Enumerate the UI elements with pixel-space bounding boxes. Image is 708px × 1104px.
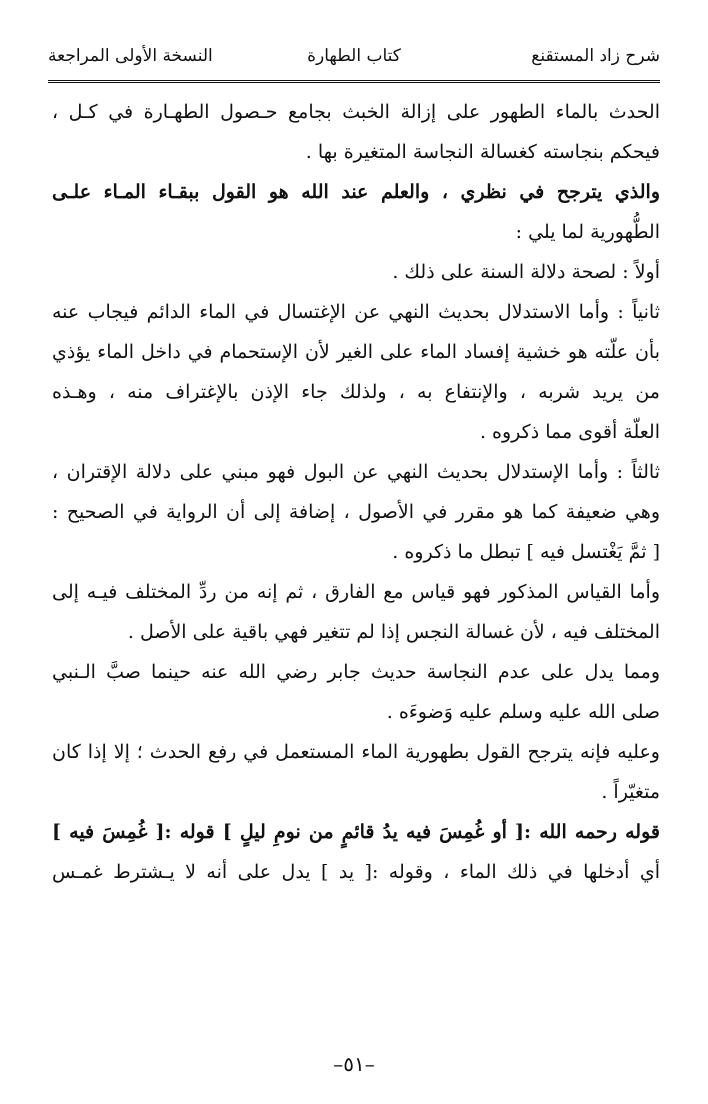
text-line: وعليه فإنه يترجح القول بطهورية الماء المستعمل في رفع الحدث ؛ إلا إذا كان (52, 741, 660, 763)
text-line: العلّة أقوى مما ذكروه . (479, 421, 660, 443)
text-line: [ ثمَّ يَغْتسل فيه ] تبطل ما ذكروه . (392, 541, 660, 563)
text-line: أي أدخلها في ذلك الماء ، وقوله :[ يد ] يدل على أنه لا يـشترط غمـس (52, 861, 660, 883)
text-line: قوله رحمه الله :[ أو غُمِسَ فيه يدُ قائمٍ من نومِ ليلٍ ] قوله :[ غُمِسَ فيه ] (52, 821, 660, 843)
text-line: بأن علّته هو خشية إفساد الماء على الغير لأن الإستحمام في داخل الماء يؤذي (52, 341, 660, 363)
header-chapter-title: كتاب الطهارة (307, 46, 401, 66)
header-divider (48, 80, 660, 83)
text-line: وهي ضعيفة كما هو مقرر في الأصول ، إضافة إلى أن الرواية في الصحيح : (52, 501, 660, 523)
text-line: والذي يترجح في نظري ، والعلم عند الله هو القول ببقـاء المـاء علـى (52, 181, 660, 203)
text-line: المختلف فيه ، لأن غسالة النجس إذا لم تتغير فهي باقية على الأصل . (127, 621, 660, 643)
text-line: الطُّهورية لما يلي : (515, 221, 660, 243)
text-line: ومما يدل على عدم النجاسة حديث جابر رضي الله عنه حينما صبَّ الـنبي (52, 661, 660, 683)
running-header (48, 44, 660, 74)
page-body (52, 92, 660, 892)
text-line: الحدث بالماء الطهور على إزالة الخبث بجامع حـصول الطهـارة في كـل ، (52, 101, 660, 123)
text-line: صلى الله عليه وسلم عليه وَضوءَه . (386, 701, 660, 723)
text-line: ثانياً : وأما الاستدلال بحديث النهي عن الإغتسال في الماء الدائم فيجاب عنه (52, 301, 660, 323)
text-line: فيحكم بنجاسته كغسالة النجاسة المتغيرة بها . (305, 141, 660, 163)
text-line: أولاً : لصحة دلالة السنة على ذلك . (392, 261, 660, 283)
text-line: من يريد شربه ، والإنتفاع به ، ولذلك جاء الإذن بالإغتراف منه ، وهـذه (52, 381, 660, 403)
header-book-title: شرح زاد المستقنع (531, 46, 660, 66)
text-line: وأما القياس المذكور فهو قياس مع الفارق ، ثم إنه من ردِّ المختلف فيـه إلى (52, 581, 660, 603)
header-edition: النسخة الأولى المراجعة (48, 46, 213, 66)
page-number: –٥١– (333, 1052, 375, 1076)
text-line: متغيّراً . (601, 781, 660, 803)
text-line: ثالثاً : وأما الإستدلال بحديث النهي عن البول فهو مبني على دلالة الإقتران ، (52, 461, 660, 483)
